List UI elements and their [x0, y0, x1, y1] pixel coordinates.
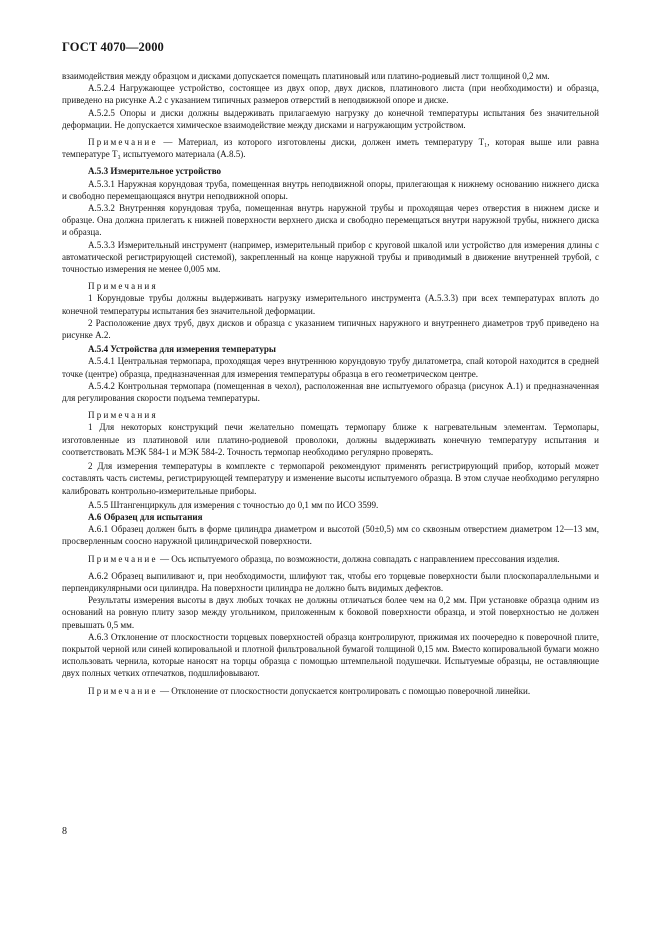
- paragraph: А.6.1 Образец должен быть в форме цилиндра диаметром и высотой (50±0,5) мм со сквозным отверстием диаметром 12—13 мм, просверленным соосно наружной цилиндрической поверхности.: [62, 524, 599, 547]
- paragraph: А.6.3 Отклонение от плоскостности торцевых поверхностей образца контролируют, прижимая их поочередно к поверочной плите, покрытой черной или синей копировальной и плотной фильтровальной бумагой толщиной 0,15 мм. Вместо копировальной бумаги можно использовать чернила, которые наносят на торцы образца с помощью штемпельной подушечки. Испытуемые образцы, не оставляющие двух полных четких отпечатков, подшлифовывают.: [62, 631, 599, 679]
- paragraph: A.5.2.5 Опоры и диски должны выдерживать прилагаемую нагрузку до конечной температуры испытания без значительной деформации. Не допускается химическое взаимодействие между дисками и нагружающим устройством.: [62, 107, 599, 130]
- note-item: 2 Расположение двух труб, двух дисков и образца с указанием типичных наружного и внутреннего диаметров труб приведено на рисунке А.2.: [62, 317, 599, 341]
- paragraph: Результаты измерения высоты в двух любых точках не должны отличаться более чем на 0,2 мм. При установке образца одним из оснований на ровную плиту зазор между угольником, приложенным к боковой поверхности образца, и этой поверхностью не должен превышать 0,5 мм.: [62, 595, 599, 630]
- note: [62, 685, 599, 697]
- note: [62, 553, 599, 565]
- notes-label: Примечания: [88, 410, 158, 421]
- paragraph: А.5.3.3 Измерительный инструмент (например, измерительный прибор с круговой шкалой или устройство для измерения длины с автоматической регистрирующей системой), закрепленный на конце наружной трубы и приводимый в движение внутренней трубой, с точностью измерения не менее 0,005 мм.: [62, 239, 599, 275]
- paragraph: A.5.2.4 Нагружающее устройство, состоящее из двух опор, двух дисков, платинового листа (при необходимости) и образца, приведено на рисунке А.2 с указанием типичных размеров отверстий в неподвижной опоре и диске.: [62, 83, 599, 106]
- page-number: 8: [62, 826, 67, 837]
- paragraph: взаимодействия между образцом и дисками допускается помещать платиновый или платино-родиевый лист толщиной 0,2 мм.: [62, 71, 550, 81]
- paragraph: А.6.2 Образец выпиливают и, при необходимости, шлифуют так, чтобы его торцевые поверхности были плоскопараллельными и перпендикулярными оси цилиндра. На поверхности цилиндра не должно быть видимых дефектов.: [62, 570, 599, 593]
- section-heading: А.5.4 Устройства для измерения температуры: [88, 344, 276, 355]
- note-text: — Отклонение от плоскостности допускается контролировать с помощью поверочной линейки.: [159, 685, 531, 696]
- note-item: 2 Для измерения температуры в комплекте с термопарой рекомендуют применять регистрирующий прибор, который может составлять часть системы, регистрирующей температуру и изменение высоты испытуемого образца. В этом случае необходимо регулярно калибровать контрольно-измерительные приборы.: [62, 461, 599, 496]
- note-text: — Ось испытуемого образца, по возможности, должна совпадать с направлением прессования изделия.: [159, 553, 560, 564]
- paragraph: А.5.4.1 Центральная термопара, проходящая через внутреннюю корундовую трубу дилатометра, спай которой находится в средней точке (центре) образца, предназначенная для измерения температуры образца в его геометрическом центре.: [62, 356, 599, 379]
- note-text: — Материал, из которого изготовлены диски, должен иметь температуру T₁, которая выше или равна температуре T₃ испытуемого материала (А.8.5).: [62, 137, 599, 160]
- document-header: ГОСТ 4070—2000: [62, 40, 164, 54]
- notes-label: Примечания: [88, 281, 158, 292]
- paragraph: А.5.3.1 Наружная корундовая труба, помещенная внутрь неподвижной опоры, прилегающая к нижнему основанию нижнего диска и свободно перемещающаяся внутри неподвижной опоры.: [62, 178, 599, 201]
- paragraph: А.5.4.2 Контрольная термопара (помещенная в чехол), расположенная вне испытуемого образца (рисунок А.1) и предназначенная для регулирования скорости подъема температуры.: [62, 380, 599, 404]
- paragraph: А.5.5 Штангенциркуль для измерения с точностью до 0,1 мм по ИСО 3599.: [88, 499, 379, 510]
- note-item: 1 Корундовые трубы должны выдерживать нагрузку измерительного инструмента (А.5.3.3) при всех температурах вплоть до конечной температуры испытания без значительной деформации.: [62, 293, 599, 316]
- note-item: 1 Для некоторых конструкций печи желательно помещать термопару ближе к нагревательным элементам. Термопары, изготовленные из платиновой или платино-родиевой проволоки, должны выдерживать конечную температуру испытания и соответствовать МЭК 584-1 и МЭК 584-2. Точность термопар необходимо регулярно проверять.: [62, 422, 599, 457]
- section-heading: А.5.3 Измерительное устройство: [88, 166, 222, 177]
- paragraph: А.5.3.2 Внутренняя корундовая труба, помещенная внутрь наружной трубы и проходящая через отверстия в нижнем диске и образце. Она должна прилегать к нижней поверхности верхнего диска и свободно перемещаться внутри наружной трубы, нижнего диска и образца.: [62, 203, 599, 238]
- note-label: Примечание: [88, 685, 158, 696]
- note-label: Примечание: [88, 553, 158, 564]
- note-label: Примечание: [88, 137, 158, 148]
- document-body: [62, 70, 599, 697]
- section-heading: А.6 Образец для испытания: [88, 511, 203, 522]
- note: [62, 136, 599, 160]
